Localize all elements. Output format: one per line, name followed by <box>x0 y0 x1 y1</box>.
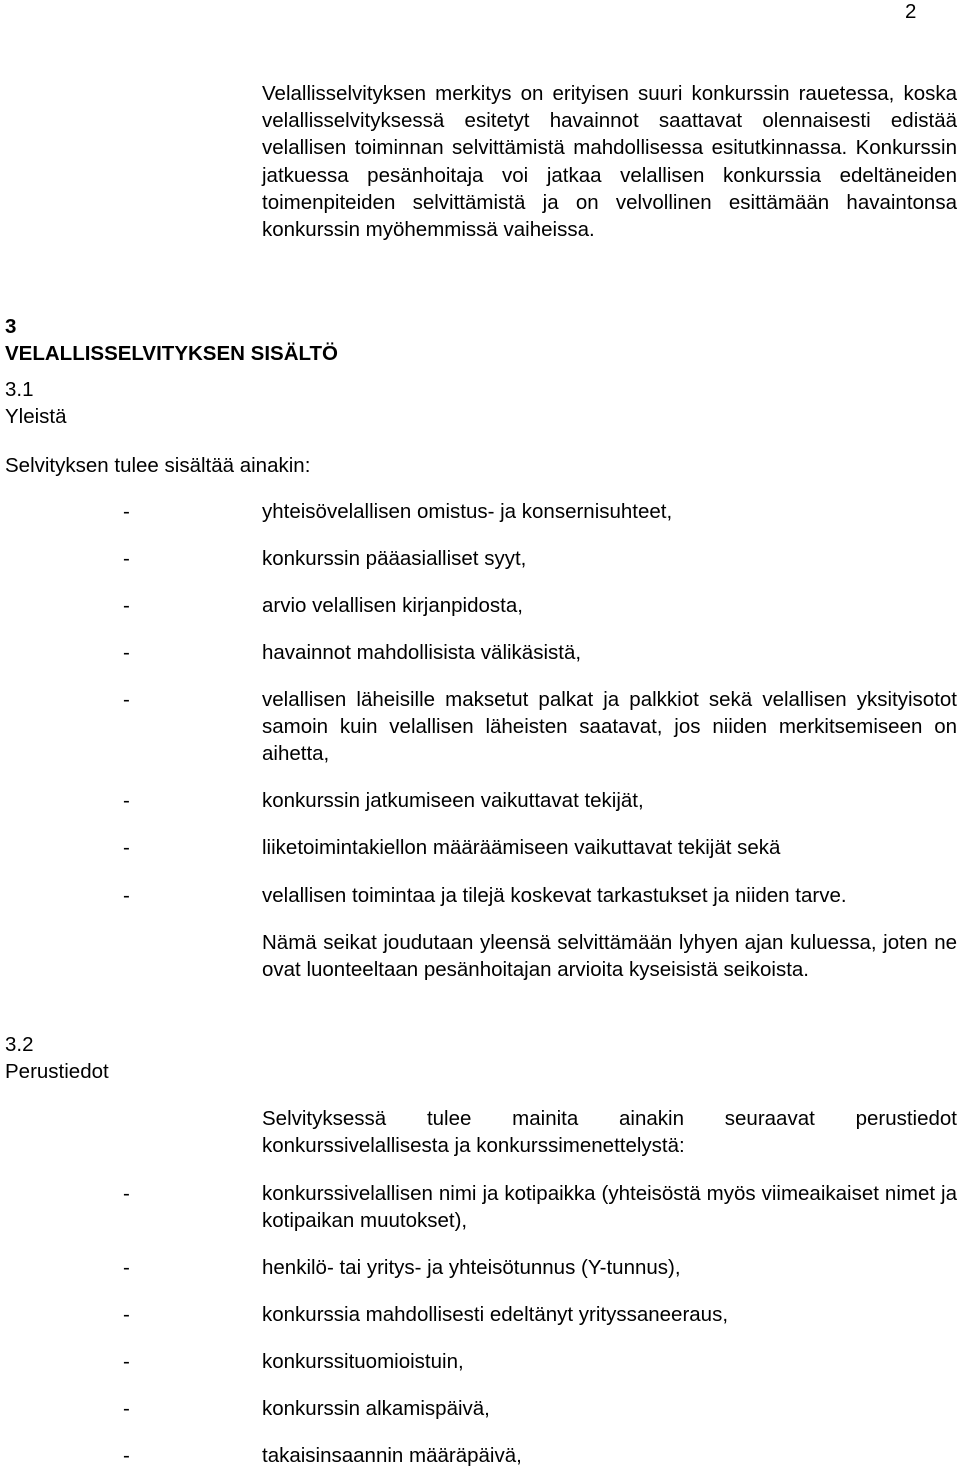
list-marker: - <box>123 1350 130 1373</box>
list-item <box>123 545 957 572</box>
list-item <box>123 686 957 768</box>
list-marker: - <box>123 1303 130 1326</box>
list-item-text: liiketoimintakiellon määräämiseen vaikuttavat tekijät sekä <box>262 836 781 859</box>
list-marker: - <box>123 1182 130 1205</box>
section-3-2-title: Perustiedot <box>5 1060 109 1083</box>
list-item <box>123 1301 957 1328</box>
list-item-text: konkurssia mahdollisesti edeltänyt yrityssaneeraus, <box>262 1303 729 1326</box>
section-3-title: VELALLISSELVITYKSEN SISÄLTÖ <box>5 342 338 365</box>
list-item-text: havainnot mahdollisista välikäsistä, <box>262 641 582 664</box>
list-item <box>123 639 957 666</box>
section-3-1-number: 3.1 <box>5 378 34 401</box>
list-item-text: konkurssin jatkumiseen vaikuttavat tekijät, <box>262 789 644 812</box>
list-item <box>123 1254 957 1281</box>
list-item-text: henkilö- tai yritys- ja yhteisötunnus (Y-tunnus), <box>262 1256 681 1279</box>
section-3-number: 3 <box>5 315 17 338</box>
list-marker: - <box>123 884 130 907</box>
section-3-2-intro: Selvityksessä tulee mainita ainakin seuraavat perustiedot konkurssivelallisesta ja konkurssimenettelystä: <box>262 1107 957 1158</box>
list-item-text: konkurssivelallisen nimi ja kotipaikka (yhteisöstä myös viimeaikaiset nimet ja kotipaikan muutokset), <box>262 1182 957 1233</box>
list-item <box>123 1395 957 1422</box>
section-3-2-number: 3.2 <box>5 1033 34 1056</box>
list-marker: - <box>123 641 130 664</box>
page-number: 2 <box>905 0 917 23</box>
list-item <box>123 1348 957 1375</box>
list-item-text: takaisinsaannin määräpäivä, <box>262 1444 522 1467</box>
list-item-text: velallisen toimintaa ja tilejä koskevat tarkastukset ja niiden tarve. <box>262 884 847 907</box>
list-item <box>123 787 957 814</box>
list-marker: - <box>123 594 130 617</box>
list-item-text: yhteisövelallisen omistus- ja konsernisuhteet, <box>262 500 673 523</box>
intro-paragraph: Velallisselvityksen merkitys on erityisen suuri konkurssin rauetessa, koska velallisselvityksessä esitetyt havainnot saattavat olennaisesti edistää velallisen toiminnan selvittämistä mahdollisessa esitutkinnassa. Konkurssin jatkuessa pesänhoitaja voi jatkaa velallisen konkurssia edeltäneiden toimenpiteiden selvittämistä ja on velvollinen esittämään havaintonsa konkurssin myöhemmissä vaiheissa. <box>262 82 957 242</box>
list-item-text: konkurssin alkamispäivä, <box>262 1397 490 1420</box>
list-item-text: konkurssin pääasialliset syyt, <box>262 547 527 570</box>
list-item-text: arvio velallisen kirjanpidosta, <box>262 594 523 617</box>
list-marker: - <box>123 547 130 570</box>
list-marker: - <box>123 789 130 812</box>
list-marker: - <box>123 1256 130 1279</box>
list-marker: - <box>123 1397 130 1420</box>
section-3-1-lead: Selvityksen tulee sisältää ainakin: <box>5 454 311 477</box>
list-item <box>123 834 957 861</box>
list-marker: - <box>123 836 130 859</box>
list-item <box>123 592 957 619</box>
list-item <box>123 1442 957 1469</box>
list-item-text: velallisen läheisille maksetut palkat ja palkkiot sekä velallisen yksityisotot samoin kuin velallisen läheisten saatavat, jos niiden merkitsemiseen on aihetta, <box>262 688 957 766</box>
section-3-1-title: Yleistä <box>5 405 67 428</box>
list-marker: - <box>123 500 130 523</box>
list-item <box>123 498 957 525</box>
section-3-1-closing: Nämä seikat joudutaan yleensä selvittämään lyhyen ajan kuluessa, joten ne ovat luonteeltaan pesänhoitajan arvioita kyseisistä seikoista. <box>262 931 957 982</box>
list-item <box>123 1180 957 1234</box>
list-marker: - <box>123 688 130 711</box>
list-item <box>123 882 957 909</box>
list-marker: - <box>123 1444 130 1467</box>
list-item-text: konkurssituomioistuin, <box>262 1350 464 1373</box>
